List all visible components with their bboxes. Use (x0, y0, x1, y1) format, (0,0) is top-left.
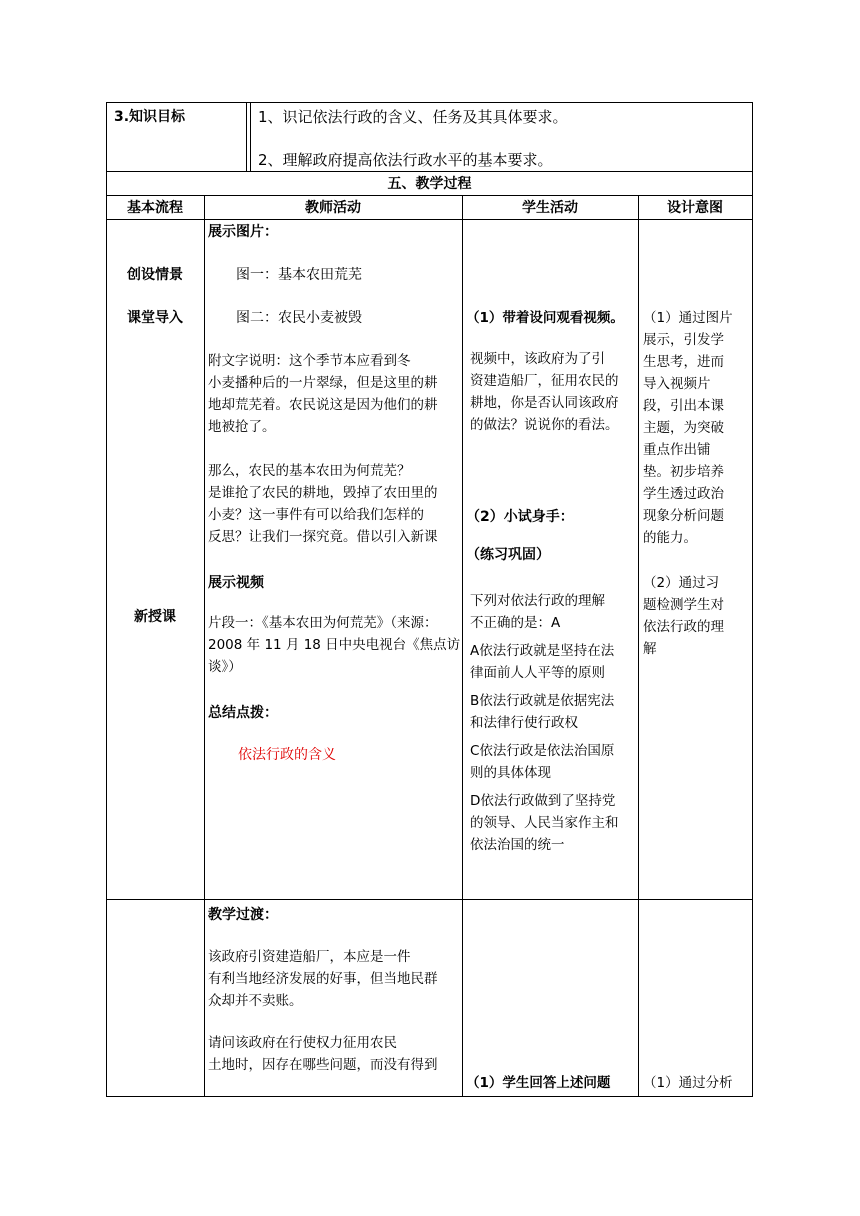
student-option-b: B依法行政就是依据宪法 和法律行使行政权 (470, 693, 615, 731)
grid-line (638, 195, 639, 1097)
student-task-1-text: 视频中，该政府为了引 资建造船厂，征用农民的 耕地，你是否认同该政府 的做法？说说你的看法。 (470, 351, 619, 433)
teacher-show-pictures: 展示图片： (208, 224, 278, 240)
teacher-picture-2: 图二：农民小麦被毁 (236, 310, 362, 326)
teacher-note: 附文字说明：这个季节本应看到冬 小麦播种后的一片翠绿，但是这里的耕 地却荒芜着。农民说这是因为他们的耕 地被抢了。 (208, 353, 438, 435)
flow-step-new-lesson: 新授课 (134, 609, 176, 625)
student-option-a: A依法行政就是坚持在法 律面前人人平等的原则 (470, 643, 615, 681)
teacher-picture-1: 图一：基本农田荒芜 (236, 267, 362, 283)
teacher-transition-p2: 请问该政府在行使权力征用农民 土地时，因存在哪些问题，而没有得到 (208, 1035, 438, 1073)
grid-line (204, 195, 205, 1097)
knowledge-goal-1: 1、识记依法行政的含义、任务及其具体要求。 (258, 108, 568, 126)
flow-step-intro: 课堂导入 (127, 310, 183, 326)
header-teacher: 教师活动 (305, 200, 361, 216)
intent-analysis: （1）通过分析 (643, 1075, 733, 1091)
intent-paragraph-1: （1）通过图片 展示，引发学 生思考，进而 导入视频片 段，引出本课 主题，为突破 重点作出铺 垫。初步培养 学生透过政治 现象分析问题 的能力。 (643, 310, 733, 546)
student-task-2-sub: （练习巩固） (466, 547, 550, 563)
teacher-video-clip: 片段一：《基本农田为何荒芜》（来源： 2008 年 11 月 18 日中央电视台《焦点访 谈》） (208, 615, 461, 675)
grid-line (250, 102, 251, 172)
flow-step-scenario: 创设情景 (127, 267, 183, 283)
knowledge-goal-2: 2、理解政府提高依法行政水平的基本要求。 (258, 151, 553, 169)
grid-line (106, 102, 107, 1097)
teacher-show-video: 展示视频 (208, 575, 264, 591)
grid-line (106, 171, 753, 172)
student-option-d: D依法行政做到了坚持党 的领导、人民当家作主和 依法治国的统一 (470, 793, 619, 853)
teacher-summary: 总结点拨： (208, 705, 278, 721)
student-option-c: C依法行政是依法治国原 则的具体体现 (470, 743, 615, 781)
teacher-concept: 依法行政的含义 (238, 747, 336, 763)
student-task-2: （2）小试身手： (466, 509, 574, 525)
teacher-transition-p1: 该政府引资建造船厂，本应是一件 有利当地经济发展的好事，但当地民群 众却并不卖账。 (208, 949, 438, 1009)
header-student: 学生活动 (522, 200, 578, 216)
grid-line (246, 102, 247, 172)
student-quiz-stem: 下列对依法行政的理解 不正确的是：A (470, 593, 605, 631)
teacher-question: 那么，农民的基本农田为何荒芜？ 是谁抢了农民的耕地，毁掉了农田里的 小麦？这一事件有可以给我们怎样的 反思？让我们一探究竟。借以引入新课 (208, 463, 438, 545)
knowledge-goal-label: 3.知识目标 (114, 109, 186, 125)
student-task-1: （1）带着设问观看视频。 (466, 310, 624, 326)
header-flow: 基本流程 (127, 200, 183, 216)
grid-line (106, 102, 753, 103)
student-answer: （1）学生回答上述问题 (466, 1075, 611, 1091)
section-title: 五、教学过程 (387, 176, 472, 192)
intent-paragraph-2: （2）通过习 题检测学生对 依法行政的理 解 (643, 575, 724, 657)
teacher-transition-title: 教学过渡： (208, 907, 278, 923)
header-intent: 设计意图 (667, 200, 723, 216)
